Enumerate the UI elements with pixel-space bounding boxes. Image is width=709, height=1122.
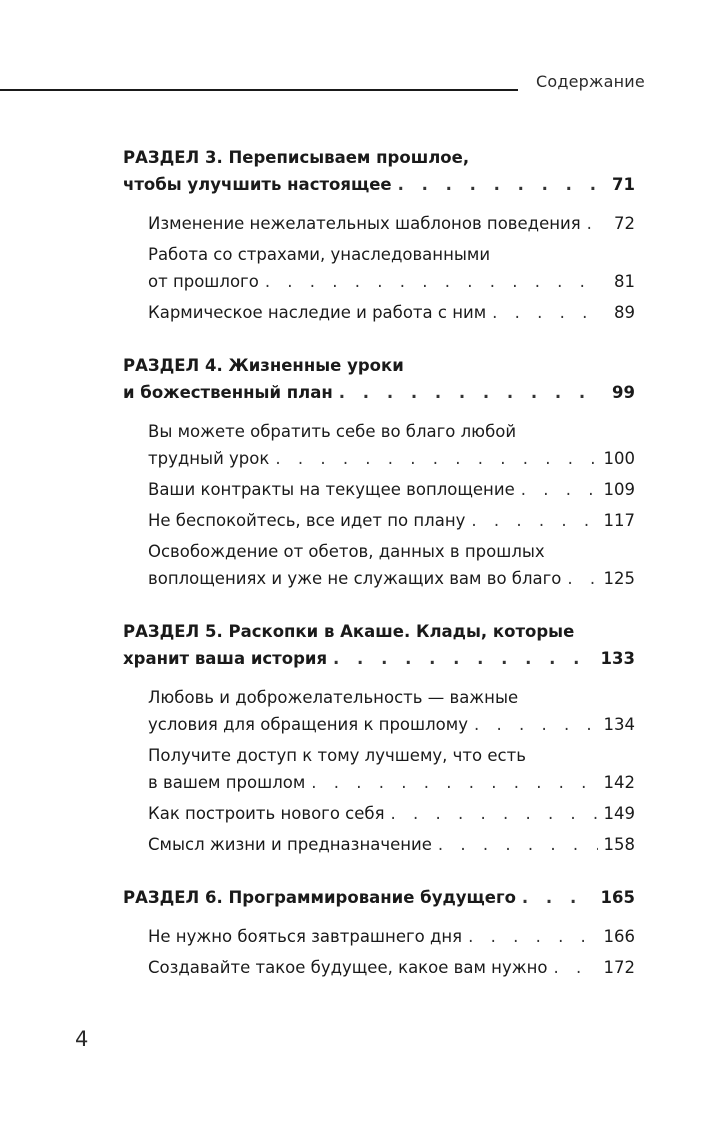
entry-title-line: Работа со страхами, унаследованными [148,245,491,264]
page-number: 142 [603,773,635,792]
dot-leader [567,565,597,592]
entry-title-line: в вашем прошлом [148,773,306,792]
section-title-line: хранит ваша история [123,649,328,668]
page-number: 158 [603,835,635,854]
entry-title-line: Как построить нового себя [148,804,385,823]
toc-section [123,618,635,858]
page-number: 89 [614,303,635,322]
page-number: 117 [603,511,635,530]
entry-title-line: Кармическое наследие и работа с ним [148,303,487,322]
dot-leader [587,210,599,237]
toc-entry[interactable] [148,299,635,326]
dot-leader [333,645,595,672]
entry-title-line: трудный урок [148,449,270,468]
toc-entry[interactable] [148,800,635,827]
section-title[interactable] [123,884,635,911]
page-number: 100 [603,449,635,468]
entry-title-line: Получите доступ к тому лучшему, что есть [148,746,526,765]
dot-leader [521,476,598,503]
dot-leader [275,445,597,472]
page-number: 109 [603,480,635,499]
subsection-list [123,418,635,592]
toc-entry[interactable] [148,476,635,503]
entry-title-line: Изменение нежелательных шаблонов поведения [148,214,581,233]
section-title[interactable] [123,144,635,198]
entry-title-line: Вы можете обратить себе во благо любой [148,422,517,441]
entry-title-line: Смысл жизни и предназначение [148,835,432,854]
subsection-list [123,210,635,326]
section-title-line: РАЗДЕЛ 6. Программирование будущего [123,888,516,907]
section-title[interactable] [123,352,635,406]
header-rule [0,89,518,91]
dot-leader [553,954,597,981]
dot-leader [398,171,599,198]
entry-title-line: воплощениях и уже не служащих вам во благо [148,569,562,588]
toc-entry[interactable] [148,684,635,738]
running-head: Содержание [536,72,645,91]
toc-section [123,884,635,981]
page-number: 166 [603,927,635,946]
page-number: 71 [612,175,635,194]
entry-title-line: Не нужно бояться завтрашнего дня [148,927,463,946]
table-of-contents [123,144,635,981]
toc-entry[interactable] [148,241,635,295]
dot-leader [438,831,598,858]
subsection-list [123,684,635,858]
page-number: 149 [603,804,635,823]
toc-entry[interactable] [148,538,635,592]
section-title-line: чтобы улучшить настоящее [123,175,392,194]
dot-leader [468,923,597,950]
dot-leader [522,884,595,911]
dot-leader [471,507,597,534]
page-number: 134 [603,715,635,734]
toc-entry[interactable] [148,831,635,858]
page-number: 99 [612,383,635,402]
section-title-line: РАЗДЕЛ 3. Переписываем прошлое, [123,148,470,167]
dot-leader [492,299,599,326]
entry-title-line: Любовь и доброжелательность — важные [148,688,519,707]
toc-section [123,352,635,592]
dot-leader [339,379,599,406]
section-title-line: РАЗДЕЛ 4. Жизненные уроки [123,356,404,375]
toc-entry[interactable] [148,507,635,534]
page-number: 125 [603,569,635,588]
page-number: 133 [600,649,635,668]
toc-entry[interactable] [148,923,635,950]
dot-leader [265,268,599,295]
entry-title-line: Создавайте такое будущее, какое вам нужно [148,958,548,977]
toc-entry[interactable] [148,210,635,237]
dot-leader [311,769,597,796]
page-number: 72 [614,214,635,233]
page-folio: 4 [75,1027,89,1051]
page-number: 172 [603,958,635,977]
dot-leader [474,711,598,738]
entry-title-line: от прошлого [148,272,259,291]
toc-section [123,144,635,326]
subsection-list [123,923,635,981]
entry-title-line: Не беспокойтесь, все идет по плану [148,511,466,530]
toc-entry[interactable] [148,954,635,981]
toc-entry[interactable] [148,742,635,796]
section-title[interactable] [123,618,635,672]
page-number: 81 [614,272,635,291]
dot-leader [391,800,598,827]
section-title-line: и божественный план [123,383,333,402]
section-title-line: РАЗДЕЛ 5. Раскопки в Акаше. Клады, которые [123,622,575,641]
entry-title-line: условия для обращения к прошлому [148,715,468,734]
page-number: 165 [600,888,635,907]
entry-title-line: Ваши контракты на текущее воплощение [148,480,515,499]
toc-entry[interactable] [148,418,635,472]
entry-title-line: Освобождение от обетов, данных в прошлых [148,542,545,561]
